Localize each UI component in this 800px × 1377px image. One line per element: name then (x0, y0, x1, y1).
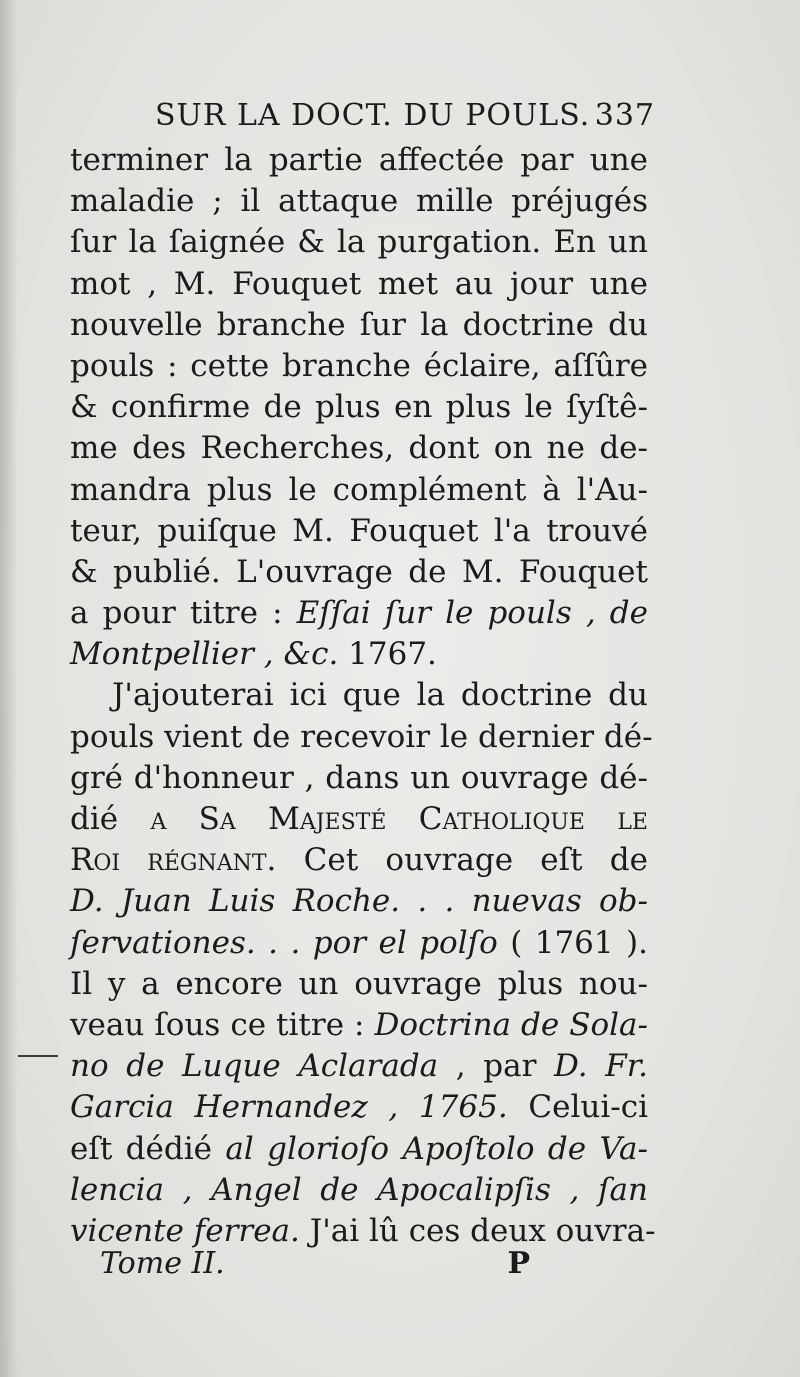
italic-segment: Eſſai ſur le pouls , de (296, 595, 648, 632)
italic-segment: vicente ferrea. (70, 1212, 300, 1249)
running-title: SUR LA DOCT. DU POULS. (155, 98, 591, 133)
text-line (70, 1170, 648, 1211)
italic-segment: D. Fr. (554, 1048, 649, 1085)
text-line: teur, puiſque M. Fouquet l'a trouvé (70, 512, 648, 549)
signature-mark: P (507, 1246, 530, 1281)
text-segment: Celui-ci (507, 1089, 649, 1126)
text-segment: a pour titre : (70, 595, 297, 632)
italic-segment: Doctrina de Sola- (374, 1006, 649, 1043)
italic-segment: Garcia Hernandez , 1765. (70, 1089, 508, 1126)
italic-segment: ſervationes. . . por el polſo (70, 924, 498, 961)
text-segment: eſt dédié (70, 1130, 226, 1167)
text-line (70, 881, 648, 922)
italic-segment: Montpellier , &c. (70, 636, 339, 673)
text-segment: Cet ouvrage eſt de (276, 842, 648, 879)
text-line: nouvelle branche ſur la doctrine du (70, 306, 648, 343)
margin-mark (18, 1055, 58, 1057)
text-line (70, 1129, 648, 1170)
italic-segment: no de Luque Aclarada (70, 1048, 439, 1085)
text-line: ſur la ſaignée & la purgation. En un (70, 224, 648, 261)
small-caps-segment: Roi régnant. (70, 842, 277, 879)
text-line (70, 1005, 648, 1046)
text-line: gré d'honneur , dans un ouvrage dé- (70, 759, 648, 796)
text-line: J'ajouterai ici que la doctrine du (112, 677, 648, 714)
italic-segment: D. Juan Luis Roche. . . nuevas ob- (70, 883, 648, 920)
page-header (155, 98, 655, 138)
text-segment: 1767. (338, 636, 437, 673)
text-line (70, 634, 648, 675)
text-line: & confirme de plus en plus le ſyſtê- (70, 389, 648, 426)
text-line: pouls vient de recevoir le dernier dé- (70, 718, 653, 755)
text-segment: veau ſous ce titre : (70, 1006, 375, 1043)
text-segment: dié (70, 801, 151, 837)
text-line (70, 799, 648, 840)
gutter-shadow (0, 0, 18, 1377)
text-line: mot , M. Fouquet met au jour une (70, 265, 648, 302)
text-line: maladie ; il attaque mille préjugés (70, 183, 648, 220)
page-footer (100, 1246, 530, 1286)
text-segment: J'ai lû ces deux ouvra- (299, 1212, 656, 1249)
page-number: 337 (594, 98, 655, 133)
body-text (70, 140, 656, 1252)
small-caps-segment: a Sa Majesté Catholique le (150, 801, 648, 837)
text-line: mandra plus le complément à l'Au- (70, 471, 648, 508)
text-segment: ( 1761 ). (497, 924, 648, 961)
tome-label: Tome II. (100, 1246, 225, 1281)
text-line (70, 840, 648, 881)
text-line: terminer la partie affectée par une (70, 142, 648, 178)
text-line: Il y a encore un ouvrage plus nou- (70, 965, 648, 1002)
text-line: me des Recherches, dont on ne de- (70, 430, 648, 467)
text-line: pouls : cette branche éclaire, aſſûre (70, 347, 648, 384)
text-line (70, 1087, 648, 1128)
italic-segment: al glorioſo Apoſtolo de Va- (225, 1130, 648, 1167)
italic-segment: lencia , Angel de Apocalipſis , ſan (70, 1171, 648, 1208)
text-segment: , par (438, 1048, 555, 1085)
text-line (70, 593, 648, 634)
text-line (70, 1046, 648, 1087)
text-line: & publié. L'ouvrage de M. Fouquet (70, 553, 648, 590)
text-line (70, 923, 648, 964)
